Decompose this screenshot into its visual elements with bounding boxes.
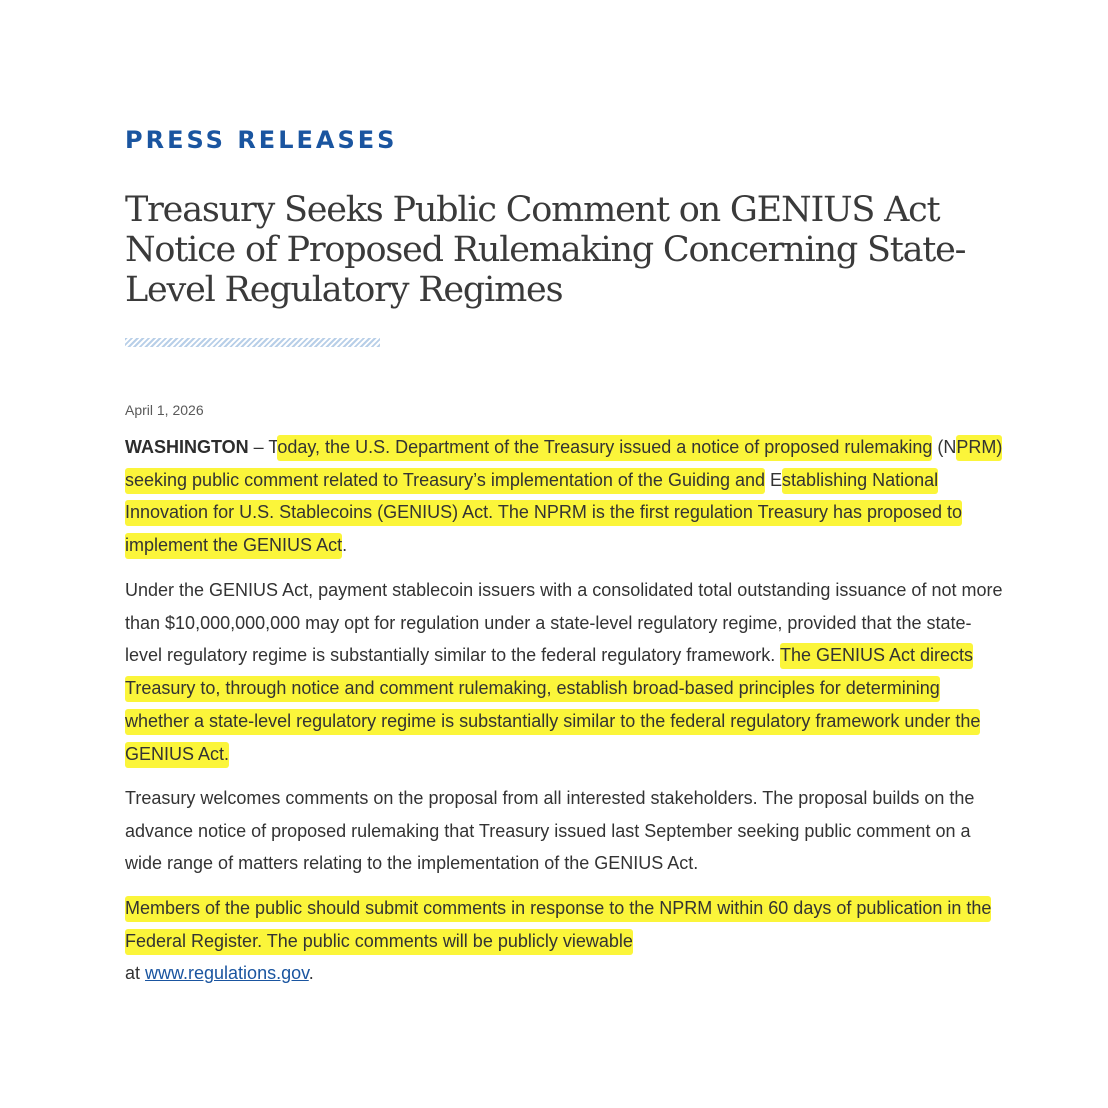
highlight-2: The GENIUS Act directs Treasury to, through notice and comment rulemaking, establish broad-based principles for determining whether a state-level regulatory regime is substantially similar to the federal regulatory framework under the GENIUS Act. xyxy=(125,643,980,767)
paragraph-3 xyxy=(125,782,1005,880)
highlight-1c: stablishing National Innovation for U.S. Stablecoins (GENIUS) Act. The NPRM is the first regulation Treasury has proposed to implement the GENIUS Act xyxy=(125,468,962,559)
paragraph-4 xyxy=(125,892,1005,990)
paragraph-3-text: Treasury welcomes comments on the proposal from all interested stakeholders. The proposal builds on the advance notice of proposed rulemaking that Treasury issued last September seeking public comment on a wide range of matters relating to the implementation of the GENIUS Act. xyxy=(125,788,975,874)
highlight-1b: PRM) seeking public comment related to Treasury’s implementation of the Guiding and xyxy=(125,435,1002,494)
highlight-4: Members of the public should submit comments in response to the NPRM within 60 days of publication in the Federal Register. The public comments will be publicly viewable xyxy=(125,896,991,955)
dateline: WASHINGTON xyxy=(125,437,249,457)
paragraph-1-text-mid-a: (N xyxy=(932,437,957,457)
paragraph-1-text-start: T xyxy=(268,437,278,457)
dateline-separator: – xyxy=(248,437,269,457)
section-label: PRESS RELEASES xyxy=(125,126,398,154)
highlight-1a: oday, the U.S. Department of the Treasury issued a notice of proposed rulemaking xyxy=(277,435,932,461)
publish-date: April 1, 2026 xyxy=(125,402,204,418)
paragraph-1 xyxy=(125,431,1005,562)
paragraph-1-text-end: . xyxy=(342,535,348,556)
page-title: Treasury Seeks Public Comment on GENIUS Act Notice of Proposed Rulemaking Concerning State-Level Regulatory Regimes xyxy=(125,190,966,310)
regulations-gov-link[interactable]: www.regulations.gov xyxy=(145,963,309,984)
paragraph-4-text: at xyxy=(125,963,146,984)
paragraph-4-text-end: . xyxy=(308,963,314,984)
paragraph-1-text-mid-b: E xyxy=(765,469,783,490)
paragraph-2 xyxy=(125,574,1005,770)
title-divider xyxy=(125,338,380,347)
paragraph-2-text: Under the GENIUS Act, payment stablecoin issuers with a consolidated total outstanding issuance of not more than $10,000,000,000 may opt for regulation under a state-level regulatory regime, provided that the state-level regulatory regime is substantially similar to the federal regulatory framework. xyxy=(125,580,1003,666)
